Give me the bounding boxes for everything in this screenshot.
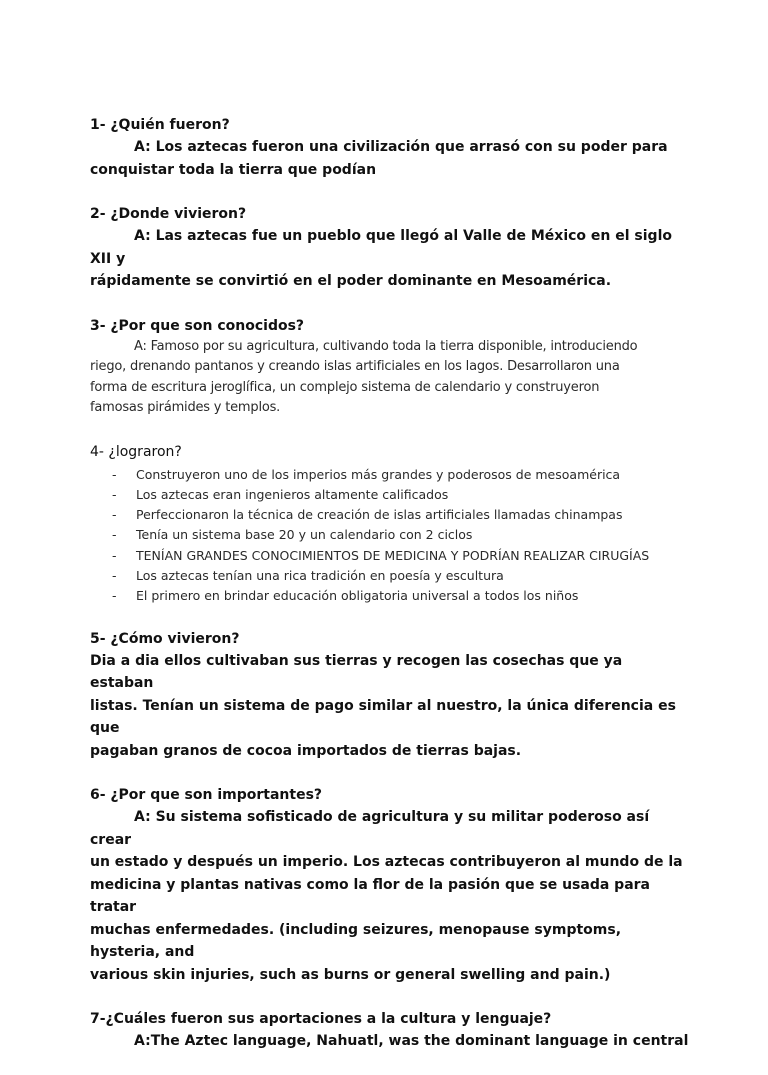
question-2 <box>90 203 690 293</box>
question-4-title: 4- ¿lograron? <box>90 443 182 460</box>
question-6-answer-line: various skin injuries, such as burns or general swelling and pain.) <box>90 966 611 983</box>
question-6 <box>90 784 690 986</box>
question-4 <box>90 441 690 607</box>
question-6-answer-line: un estado y después un imperio. Los aztecas contribuyeron al mundo de la <box>90 854 683 871</box>
question-1 <box>90 114 690 181</box>
list-item: - Tenía un sistema base 20 y un calendario con 2 ciclos <box>112 527 473 543</box>
question-5-answer-line: listas. Tenían un sistema de pago similar al nuestro, la única diferencia es que <box>90 697 676 737</box>
question-7 <box>90 1008 690 1053</box>
question-5-title: 5- ¿Cómo vivieron? <box>90 630 240 647</box>
question-3-answer-line: riego, drenando pantanos y creando islas artificiales en los lagos. Desarrollaron una <box>90 359 620 374</box>
list-item: - El primero en brindar educación obligatoria universal a todos los niños <box>112 588 579 604</box>
question-5-answer-line: pagaban granos de cocoa importados de tierras bajas. <box>90 742 522 759</box>
list-item: - TENÍAN GRANDES CONOCIMIENTOS DE MEDICINA Y PODRÍAN REALIZAR CIRUGÍAS <box>112 547 650 563</box>
question-3-title: 3- ¿Por que son conocidos? <box>90 317 305 334</box>
question-7-answer-line: A:The Aztec language, Nahuatl, was the dominant language in central <box>134 1033 689 1050</box>
list-item: - Perfeccionaron la técnica de creación de islas artificiales llamadas chinampas <box>112 507 623 523</box>
question-6-answer-line: medicina y plantas nativas como la flor de la pasión que se usada para tratar <box>90 876 650 916</box>
question-3-answer-line: forma de escritura jeroglífica, un complejo sistema de calendario y construyeron <box>90 379 600 395</box>
question-3 <box>90 315 690 419</box>
question-3-answer-line: A: Famoso por su agricultura, cultivando toda la tierra disponible, introduciendo <box>134 338 638 354</box>
question-3-answer-line: famosas pirámides y templos. <box>90 400 281 415</box>
question-1-title: 1- ¿Quién fueron? <box>90 117 230 133</box>
question-2-title: 2- ¿Donde vivieron? <box>90 206 247 222</box>
achievements-list <box>90 465 690 607</box>
list-item: - Los aztecas tenían una rica tradición en poesía y escultura <box>112 567 504 583</box>
question-1-answer-line: A: Los aztecas fueron una civilización que arrasó con su poder para <box>134 139 668 155</box>
question-2-answer-line: A: Las aztecas fue un pueblo que llegó al Valle de México en el siglo XII y <box>90 228 672 267</box>
question-6-answer-line: muchas enfermedades. (including seizures, menopause symptoms, hysteria, and <box>90 921 622 961</box>
question-7-title: 7-¿Cuáles fueron sus aportaciones a la cultura y lenguaje? <box>90 1011 552 1028</box>
question-5 <box>90 628 690 763</box>
question-2-answer-line: rápidamente se convirtió en el poder dominante en Mesoamérica. <box>90 273 612 289</box>
question-1-answer-line: conquistar toda la tierra que podían <box>90 161 377 178</box>
question-5-answer-line: Dia a dia ellos cultivaban sus tierras y recogen las cosechas que ya estaban <box>90 652 623 692</box>
list-item: - Construyeron uno de los imperios más grandes y poderosos de mesoamérica <box>112 466 621 482</box>
question-6-title: 6- ¿Por que son importantes? <box>90 787 323 804</box>
list-item: - Los aztecas eran ingenieros altamente calificados <box>112 486 449 502</box>
document-page <box>90 114 690 1075</box>
question-6-answer-line: A: Su sistema sofisticado de agricultura y su militar poderoso así crear <box>90 809 650 848</box>
